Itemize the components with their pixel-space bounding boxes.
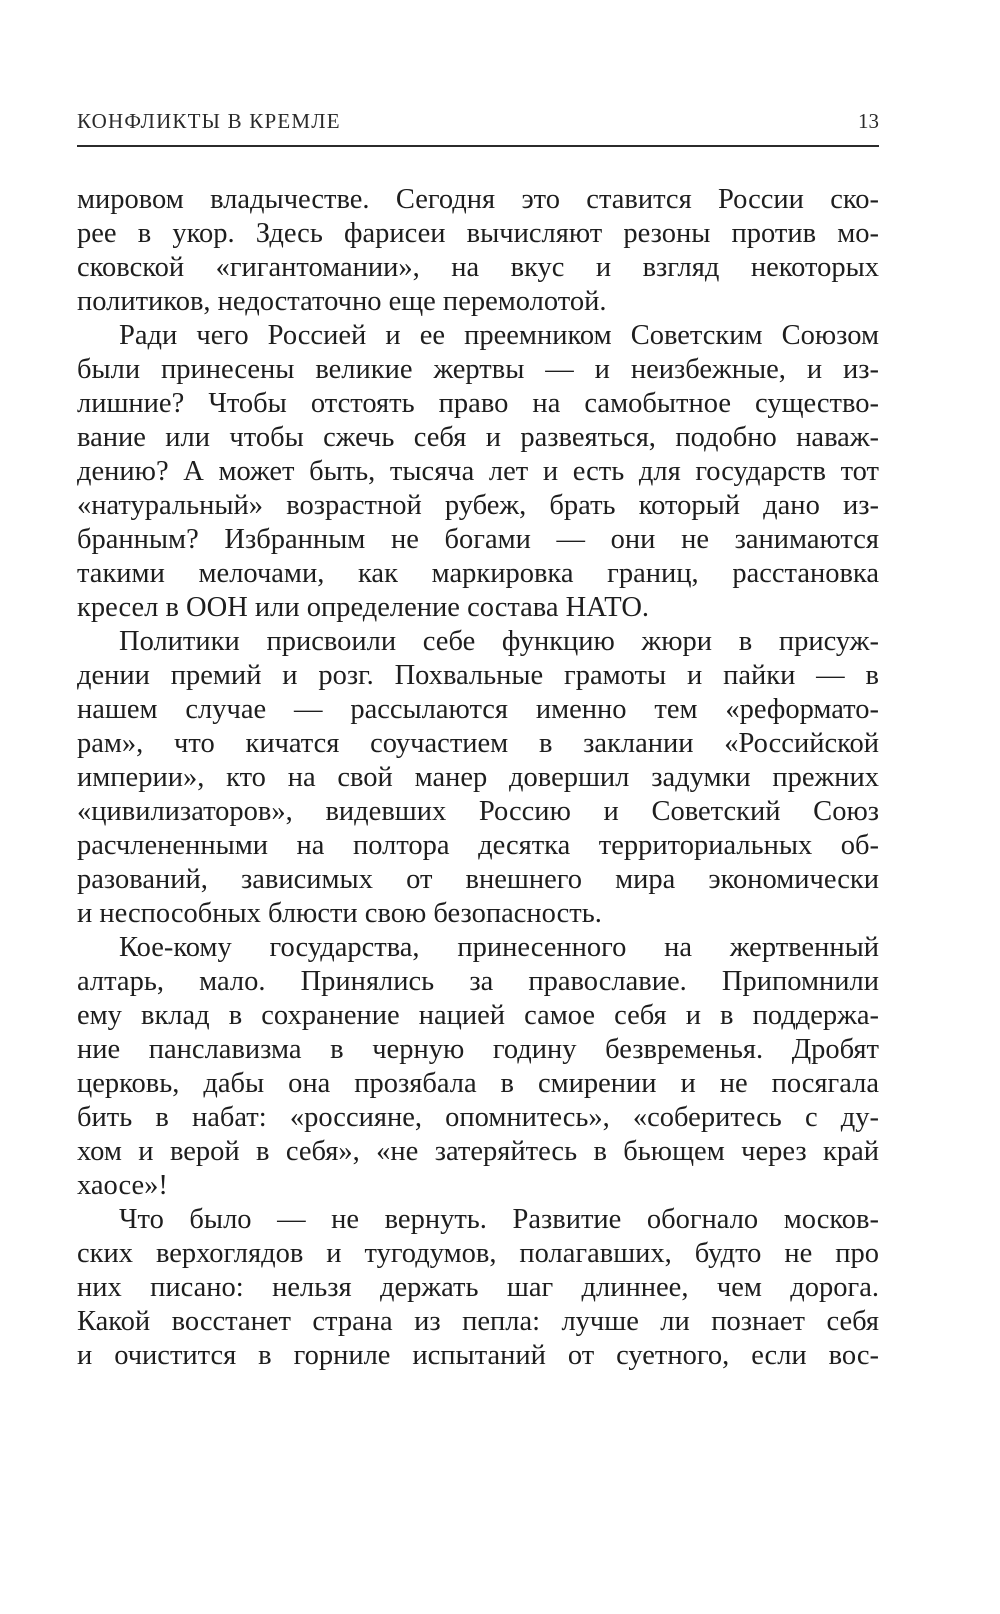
text-line: империи», кто на свой манер довершил задумки прежних	[77, 762, 879, 793]
running-title: КОНФЛИКТЫ В КРЕМЛЕ	[77, 109, 341, 133]
text-line: бить в набат: «россияне, опомнитесь», «соберитесь с ду-	[77, 1102, 879, 1133]
text-line: Какой восстанет страна из пепла: лучше ли познает себя	[77, 1306, 879, 1337]
text-line: бранным? Избранным не богами — они не занимаются	[77, 524, 879, 555]
text-line: хом и верой в себя», «не затеряйтесь в бьющем через край	[77, 1136, 879, 1167]
text-line: ему вклад в сохранение нацией самое себя и в поддержа-	[77, 1000, 879, 1031]
text-line: и очистится в горниле испытаний от суетного, если вос-	[77, 1340, 879, 1371]
text-line: нашем случае — рассылаются именно тем «реформато-	[77, 694, 879, 725]
text-line: рее в укор. Здесь фарисеи вычисляют резоны против мо-	[77, 218, 879, 249]
text-line: кресел в ООН или определение состава НАТО.	[77, 592, 650, 623]
text-line: вание или чтобы сжечь себя и развеяться, подобно наваж-	[77, 422, 879, 453]
text-line: лишние? Чтобы отстоять право на самобытное существо-	[77, 388, 879, 419]
text-line: Ради чего Россией и ее преемником Советским Союзом	[119, 320, 879, 351]
text-line: и неспособных блюсти свою безопасность.	[77, 898, 602, 929]
text-line: них писано: нельзя держать шаг длиннее, чем дорога.	[77, 1272, 879, 1303]
text-line: хаосе»!	[77, 1170, 168, 1201]
running-head	[77, 104, 879, 138]
text-line: ских верхоглядов и тугодумов, полагавших, будто не про	[77, 1238, 879, 1269]
text-line: разований, зависимых от внешнего мира экономически	[77, 864, 879, 895]
text-line: церковь, дабы она прозябала в смирении и не посягала	[77, 1068, 879, 1099]
text-line: Кое-кому государства, принесенного на жертвенный	[119, 932, 879, 963]
text-line: ние панславизма в черную годину безвременья. Дробят	[77, 1034, 879, 1065]
text-line: алтарь, мало. Принялись за православие. Припомнили	[77, 966, 879, 997]
text-line: Что было — не вернуть. Развитие обогнало москов-	[119, 1204, 879, 1235]
text-line: «натуральный» возрастной рубеж, брать который дано из-	[77, 490, 879, 521]
text-line: расчлененными на полтора десятка территориальных об-	[77, 830, 879, 861]
text-line: политиков, недостаточно еще перемолотой.	[77, 286, 607, 317]
text-line: были принесены великие жертвы — и неизбежные, и из-	[77, 354, 879, 385]
text-line: такими мелочами, как маркировка границ, расстановка	[77, 558, 879, 589]
text-line: Политики присвоили себе функцию жюри в присуж-	[119, 626, 879, 657]
text-line: рам», что кичатся соучастием в заклании «Российской	[77, 728, 879, 759]
text-line: сковской «гигантомании», на вкус и взгляд некоторых	[77, 252, 879, 283]
body-text	[77, 183, 879, 1373]
header-rule	[77, 145, 879, 147]
page-number: 13	[858, 109, 879, 133]
text-line: мировом владычестве. Сегодня это ставится России ско-	[77, 184, 879, 215]
text-line: «цивилизаторов», видевших Россию и Советский Союз	[77, 796, 879, 827]
text-line: дении премий и розг. Похвальные грамоты и пайки — в	[77, 660, 879, 691]
text-line: дению? А может быть, тысяча лет и есть для государств тот	[77, 456, 879, 487]
